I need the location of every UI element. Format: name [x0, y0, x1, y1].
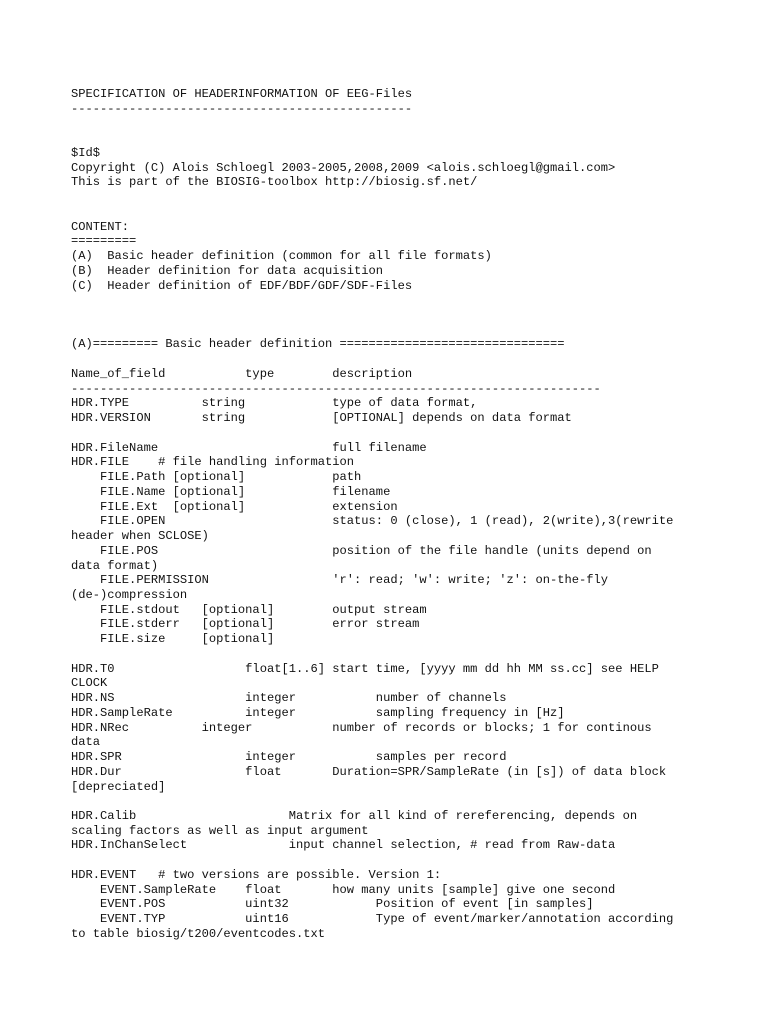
document-text: SPECIFICATION OF HEADERINFORMATION OF EEG-Files ----------------------------------------------- $Id$ Copyright (C) Alois Schloegl 2003-2005,2008,2009 <alois.schloegl@gmail.com> This is part of the BIOSIG-toolbox http://biosig.sf.net/ CONTENT: ========= (A) Basic header definition (common for all file formats) (B) Header definition for data acquisition (C) Header definition of EDF/BDF/GDF/SDF-Files (A)========= Basic header definition =============================== Name_of_field type description ------------------------------------------------------------------------- HDR.TYPE string type of data format, HDR.VERSION string [OPTIONAL] depends on data format HDR.FileName full filename HDR.FILE # file handling information FILE.Path [optional] path FILE.Name [optional] filename FILE.Ext [optional] extension FILE.OPEN status: 0 (close), 1 (read), 2(write),3(rewrite header when SCLOSE) FILE.POS position of the file handle (units depend on data format) FILE.PERMISSION 'r': read; 'w': write; 'z': on-the-fly (de-)compression FILE.stdout [optional] output stream FILE.stderr [optional] error stream FILE.size [optional] HDR.T0 float[1..6] start time, [yyyy mm dd hh MM ss.cc] see HELP CLOCK HDR.NS integer number of channels HDR.SampleRate integer sampling frequency in [Hz] HDR.NRec integer number of records or blocks; 1 for continous data HDR.SPR integer samples per record HDR.Dur float Duration=SPR/SampleRate (in [s]) of data block [depreciated] HDR.Calib Matrix for all kind of rereferencing, depends on scaling factors as well as input argument HDR.InChanSelect input channel selection, # read from Raw-data HDR.EVENT # two versions are possible. Version 1: EVENT.SampleRate float how many units [sample] give one second EVENT.POS uint32 Position of event [in samples] EVENT.TYP uint16 Type of event/marker/annotation according to table biosig/t200/eventcodes.txt	[71, 87, 674, 941]
